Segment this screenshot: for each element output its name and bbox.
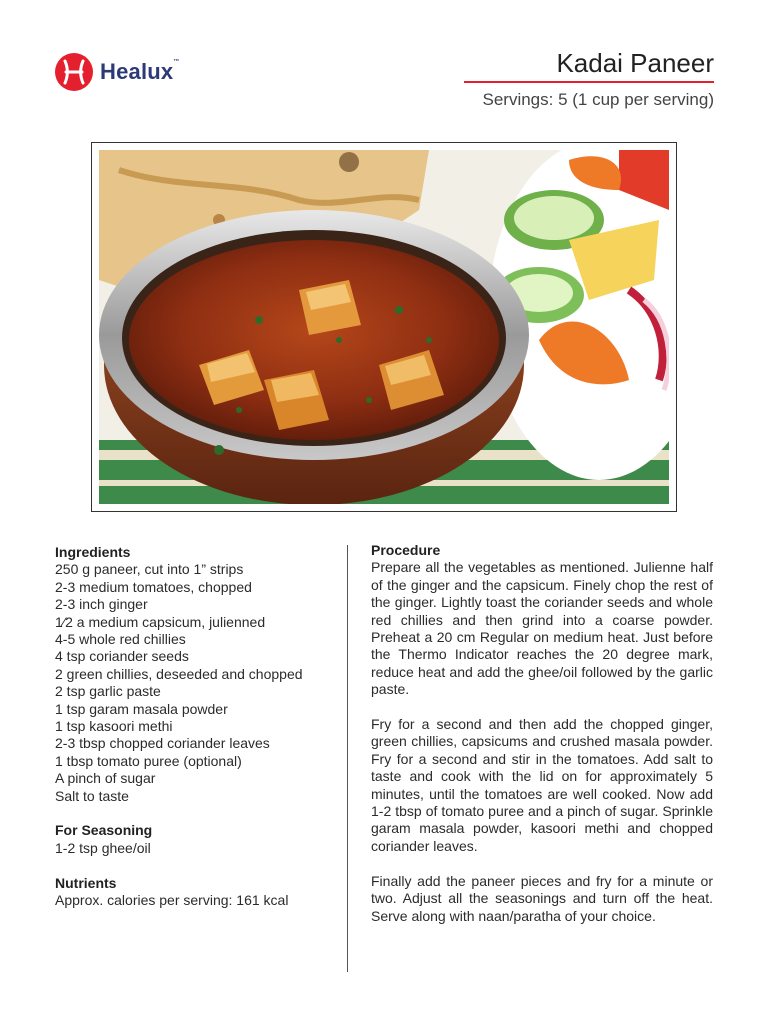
- list-item: 1⁄2 a medium capsicum, julienned: [55, 613, 266, 630]
- procedure-column: [371, 542, 713, 925]
- list-item: 2 green chillies, deseeded and chopped: [55, 665, 303, 682]
- list-item: 4 tsp coriander seeds: [55, 648, 189, 665]
- kadai-paneer-dish-icon: [99, 150, 669, 504]
- list-item: 1 tbsp tomato puree (optional): [55, 752, 242, 769]
- procedure-paragraph: Prepare all the vegetables as mentioned. Julienne half of the ginger and the capsicum. Finely chop the rest of the ginger. Lightly toast the coriander seeds and whole red chillies and then grind into a coarse powder. Preheat a 20 cm Regular on medium heat. Just before the Thermo Indicator reaches the 20 degree mark, reduce heat and add the ghee/oil followed by the garlic paste.: [371, 559, 713, 698]
- healux-logo-icon: [54, 52, 94, 92]
- servings-info: Servings: 5 (1 cup per serving): [482, 90, 714, 109]
- list-item: 2 tsp garlic paste: [55, 683, 161, 700]
- list-item: 1 tsp garam masala powder: [55, 700, 228, 717]
- page-title: Kadai Paneer: [556, 48, 714, 78]
- list-item: Approx. calories per serving: 161 kcal: [55, 892, 289, 909]
- list-item: 1-2 tsp ghee/oil: [55, 839, 151, 856]
- list-item: 2-3 tbsp chopped coriander leaves: [55, 735, 270, 752]
- list-item: A pinch of sugar: [55, 770, 156, 787]
- nutrients-heading: Nutrients: [55, 874, 117, 891]
- list-item: 2-3 medium tomatoes, chopped: [55, 578, 252, 595]
- procedure-paragraph: Fry for a second and then add the chopped ginger, green chillies, capsicums and crushed masala powder. Fry for a second and stir in the tomatoes. Add salt to taste and cook with the lid on for approximately 5 minutes, until the tomatoes are well cooked. Now add 1-2 tbsp of tomato puree and a pinch of sugar. Sprinkle garam masala powder, kasoori methi and chopped coriander leaves.: [371, 716, 713, 854]
- dish-photo-frame: [91, 142, 677, 512]
- ingredients-list: [55, 561, 345, 805]
- dish-photo: [99, 150, 669, 504]
- brand-logo: [54, 52, 180, 92]
- procedure-paragraph: Finally add the paneer pieces and fry for a minute or two. Adjust all the seasonings and turn off the heat. Serve along with naan/paratha of your choice.: [371, 872, 713, 924]
- list-item: Salt to taste: [55, 787, 129, 804]
- seasoning-heading: For Seasoning: [55, 822, 153, 839]
- ingredients-heading: Ingredients: [55, 544, 131, 560]
- title-underline: [464, 81, 714, 83]
- column-divider: [347, 545, 348, 972]
- ingredients-column: [55, 544, 345, 910]
- list-item: 2-3 inch ginger: [55, 596, 148, 613]
- list-item: 1 tsp kasoori methi: [55, 718, 173, 735]
- brand-name: Healux™: [100, 59, 180, 84]
- list-item: 250 g paneer, cut into 1” strips: [55, 561, 244, 578]
- list-item: 4-5 whole red chillies: [55, 631, 186, 648]
- procedure-heading: Procedure: [371, 542, 441, 558]
